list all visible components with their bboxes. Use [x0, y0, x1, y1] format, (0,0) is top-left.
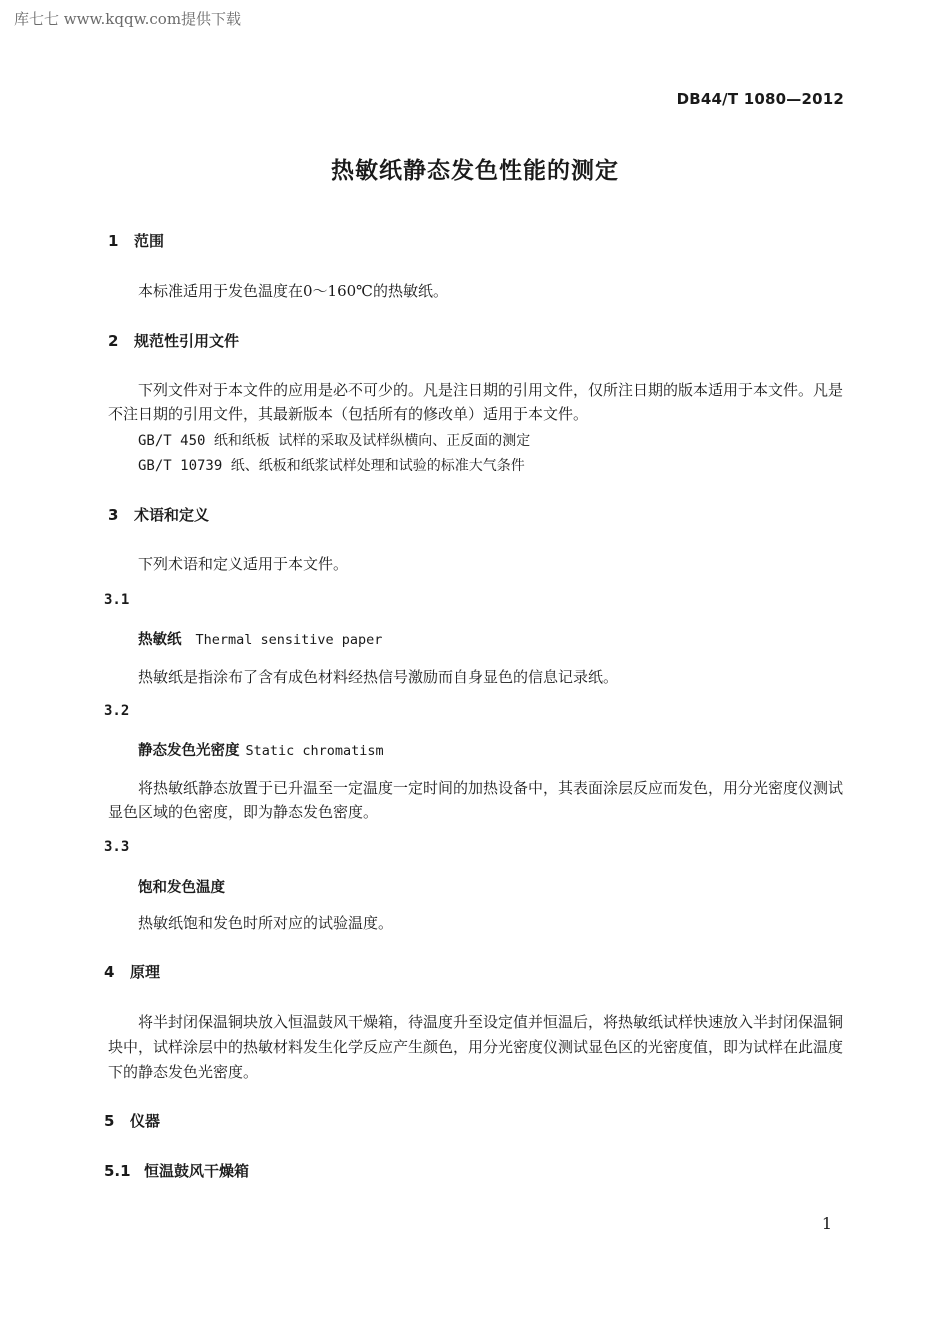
watermark-text: 库七七 www.kqqw.com提供下载 — [14, 10, 242, 28]
section-title: 术语和定义 — [134, 506, 210, 524]
section-3-heading — [108, 504, 209, 525]
section-number: 3 — [108, 506, 119, 524]
section-number: 1 — [108, 232, 119, 250]
section-5-heading — [104, 1110, 160, 1131]
section-2-text: 下列文件对于本文件的应用是必不可少的。凡是注日期的引用文件，仅所注日期的版本适用于本文件。凡是不注日期的引用文件，其最新版本（包括所有的修改单）适用于本文件。 — [108, 381, 844, 423]
section-1-heading — [108, 230, 164, 251]
section-title: 原理 — [130, 963, 161, 981]
term-definition: 将热敏纸静态放置于已升温至一定温度一定时间的加热设备中，其表面涂层反应而发色，用分光密度仪测试显色区域的色密度，即为静态发色密度。 — [108, 779, 844, 821]
term-heading — [138, 739, 384, 760]
section-title: 范围 — [134, 232, 165, 250]
standard-code: DB44/T 1080—2012 — [676, 90, 844, 108]
section-1-text: 本标准适用于发色温度在0～160℃的热敏纸。 — [138, 282, 448, 300]
document-title: 热敏纸静态发色性能的测定 — [331, 158, 619, 184]
section-2-heading — [108, 330, 239, 351]
section-4-heading — [104, 961, 160, 982]
section-3-text: 下列术语和定义适用于本文件。 — [138, 555, 349, 573]
term-number: 3.2 — [104, 703, 130, 719]
page-number: 1 — [821, 1214, 832, 1233]
normative-reference: GB/T 450 纸和纸板 试样的采取及试样纵横向、正反面的测定 — [138, 433, 531, 449]
section-number: 4 — [104, 963, 115, 981]
term-definition: 热敏纸是指涂布了含有成色材料经热信号激励而自身显色的信息记录纸。 — [138, 668, 619, 686]
term-chinese: 饱和发色温度 — [138, 880, 225, 896]
section-4-text: 将半封闭保温铜块放入恒温鼓风干燥箱，待温度升至设定值并恒温后，将热敏纸试样快速放入半封闭保温铜块中，试样涂层中的热敏材料发生化学反应产生颜色，用分光密度仪测试显色区的光密度值，即为试样在此温度下的静态发色光密度。 — [108, 1013, 844, 1081]
term-number: 3.1 — [104, 592, 130, 608]
section-title: 仪器 — [130, 1112, 161, 1130]
section-title: 恒温鼓风干燥箱 — [144, 1162, 250, 1180]
term-english: Static chromatism — [245, 743, 384, 759]
normative-reference: GB/T 10739 纸、纸板和纸浆试样处理和试验的标准大气条件 — [138, 458, 525, 474]
term-chinese: 热敏纸 — [138, 632, 182, 648]
term-chinese: 静态发色光密度 — [138, 743, 240, 759]
section-number: 5 — [104, 1112, 115, 1130]
term-heading — [138, 628, 382, 649]
subsection-5-1-heading — [104, 1160, 249, 1181]
section-number: 2 — [108, 332, 119, 350]
term-heading — [138, 876, 225, 897]
term-definition: 热敏纸饱和发色时所对应的试验温度。 — [138, 914, 394, 932]
section-title: 规范性引用文件 — [134, 332, 240, 350]
term-number: 3.3 — [104, 839, 130, 855]
term-english: Thermal sensitive paper — [195, 632, 383, 648]
section-number: 5.1 — [104, 1162, 131, 1180]
